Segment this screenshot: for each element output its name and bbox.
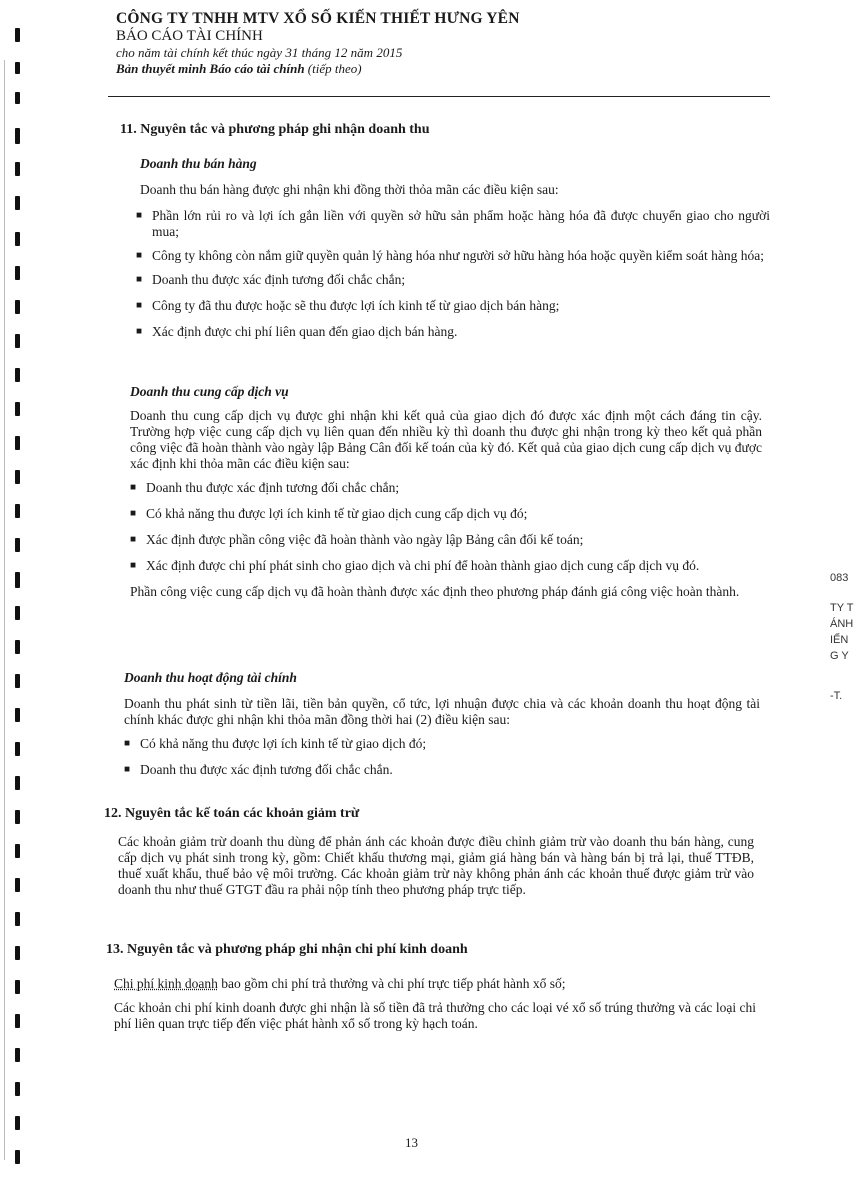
- bullet-icon: ■: [124, 764, 131, 775]
- bullet-icon: ■: [130, 482, 137, 493]
- list-item: ■ Doanh thu được xác định tương đối chắc chắn;: [136, 272, 406, 287]
- company-name: CÔNG TY TNHH MTV XỔ SỐ KIẾN THIẾT HƯNG YÊN: [116, 10, 520, 27]
- report-title: BÁO CÁO TÀI CHÍNH: [116, 28, 263, 44]
- section-11: [120, 122, 770, 138]
- section-11-title: 11. Nguyên tắc và phương pháp ghi nhận doanh thu: [120, 122, 430, 137]
- section-13-title: 13. Nguyên tắc và phương pháp ghi nhận chi phí kinh doanh: [106, 942, 468, 957]
- binding-mark: [15, 196, 20, 210]
- binding-mark: [15, 538, 20, 552]
- binding-mark: [15, 1116, 20, 1130]
- binding-mark: [15, 504, 20, 518]
- list-item: ■ Có khả năng thu được lợi ích kinh tế từ giao dịch cung cấp dịch vụ đó;: [130, 506, 528, 521]
- binding-mark: [15, 1150, 20, 1164]
- binding-mark: [15, 266, 20, 280]
- binding-mark: [15, 1014, 20, 1028]
- section-13-lead: Chi phí kinh doanh: [114, 976, 218, 991]
- binding-mark: [15, 980, 20, 994]
- binding-mark: [15, 742, 20, 756]
- list-item: ■ Xác định được phần công việc đã hoàn thành vào ngày lập Bảng cân đối kế toán;: [130, 532, 584, 547]
- binding-mark: [15, 402, 20, 416]
- binding-mark: [15, 300, 20, 314]
- list-item: ■ Doanh thu được xác định tương đối chắc chắn;: [130, 480, 400, 495]
- edge-fragment: G Y: [830, 650, 849, 662]
- binding-mark: [15, 810, 20, 824]
- binding-mark: [15, 1048, 20, 1062]
- list-item: ■ Công ty đã thu được hoặc sẽ thu được lợi ích kinh tế từ giao dịch bán hàng;: [136, 298, 560, 313]
- bullet-icon: ■: [124, 738, 131, 749]
- list-item: ■ Xác định được chi phí liên quan đến giao dịch bán hàng.: [136, 324, 458, 339]
- binding-line: [4, 60, 5, 1160]
- list-item: ■ Phần lớn rủi ro và lợi ích gắn liền với quyền sở hữu sản phẩm hoặc hàng hóa đã được chuyển giao cho người mua;: [136, 208, 770, 239]
- binding-mark: [15, 878, 20, 892]
- bullet-icon: ■: [136, 250, 143, 261]
- service-revenue-block: [130, 384, 762, 600]
- binding-mark: [15, 436, 20, 450]
- binding-mark: [15, 844, 20, 858]
- sales-revenue-title: Doanh thu bán hàng: [140, 156, 257, 171]
- section-12-body: Các khoản giảm trừ doanh thu dùng để phản ánh các khoản được điều chỉnh giảm trừ vào doanh thu bán hàng, cung cấp dịch vụ phát sinh trong kỳ, gồm: Chiết khấu thương mại, giảm giá hàng bán và hàng bán bị trả lại, thuế TTĐB, thuế xuất khẩu, thuế bảo vệ môi trường. Các khoản giảm trừ này không phản ánh các khoản thuế được giảm trừ vào doanh thu như thuế GTGT đầu ra phải nộp tính theo phương pháp trực tiếp.: [118, 834, 754, 897]
- binding-mark: [15, 28, 20, 42]
- sales-revenue-block: [136, 156, 770, 340]
- document-header: [116, 10, 766, 77]
- binding-mark: [15, 640, 20, 654]
- binding-mark: [15, 368, 20, 382]
- edge-fragment: IẾN: [830, 634, 849, 646]
- header-rule: [108, 96, 770, 97]
- binding-mark: [15, 232, 20, 246]
- section-13-rest: bao gồm chi phí trả thưởng và chi phí trực tiếp phát hành xổ số;: [217, 976, 566, 991]
- section-12: [104, 806, 754, 898]
- notes-title-rest: (tiếp theo): [304, 61, 362, 76]
- section-12-title: 12. Nguyên tắc kế toán các khoản giảm trừ: [104, 806, 360, 821]
- financial-revenue-block: [124, 670, 760, 778]
- edge-fragment: -T.: [830, 690, 843, 702]
- bullet-icon: ■: [136, 274, 143, 285]
- bullet-icon: ■: [130, 534, 137, 545]
- service-revenue-title: Doanh thu cung cấp dịch vụ: [130, 384, 289, 399]
- edge-fragment: ÁNH: [830, 618, 854, 630]
- financial-revenue-intro: Doanh thu phát sinh từ tiền lãi, tiền bản quyền, cổ tức, lợi nhuận được chia và các khoản doanh thu hoạt động tài chính khác được ghi nhận khi thỏa mãn đồng thời hai (2) điều kiện sau:: [124, 696, 760, 727]
- list-item: ■ Có khả năng thu được lợi ích kinh tế từ giao dịch đó;: [124, 736, 427, 751]
- bullet-icon: ■: [136, 210, 143, 221]
- bullet-icon: ■: [130, 508, 137, 519]
- section-13-paragraph-2: Các khoản chi phí kinh doanh được ghi nhận là số tiền đã trả thưởng cho các loại vé xổ số trúng thưởng và các loại chi phí liên quan trực tiếp đến việc phát hành xổ số trong kỳ hạch toán.: [114, 1000, 756, 1031]
- edge-fragment: TY T: [830, 602, 854, 614]
- list-item: ■ Công ty không còn nắm giữ quyền quản lý hàng hóa như người sở hữu hàng hóa hoặc quyền kiểm soát hàng hóa;: [136, 248, 764, 263]
- binding-mark: [15, 92, 20, 104]
- bullet-icon: ■: [130, 560, 137, 571]
- financial-revenue-title: Doanh thu hoạt động tài chính: [124, 670, 297, 685]
- binding-mark: [15, 708, 20, 722]
- binding-mark: [15, 334, 20, 348]
- report-period: cho năm tài chính kết thúc ngày 31 tháng 12 năm 2015: [116, 45, 403, 60]
- notes-title: [116, 61, 766, 77]
- sales-revenue-intro: Doanh thu bán hàng được ghi nhận khi đồng thời thỏa mãn các điều kiện sau:: [140, 182, 559, 197]
- bullet-icon: ■: [136, 300, 143, 311]
- binding-mark: [15, 912, 20, 926]
- page-number: 13: [405, 1135, 418, 1150]
- list-item: ■ Doanh thu được xác định tương đối chắc chắn.: [124, 762, 393, 777]
- binding-mark: [15, 62, 20, 74]
- notes-title-bold: Bản thuyết minh Báo cáo tài chính: [116, 61, 305, 76]
- edge-fragment: 083: [830, 572, 849, 584]
- binding-mark: [15, 128, 20, 144]
- service-revenue-intro: Doanh thu cung cấp dịch vụ được ghi nhận khi kết quả của giao dịch đó được xác định một cách đáng tin cậy. Trường hợp việc cung cấp dịch vụ liên quan đến nhiều kỳ thì doanh thu được ghi nhận trong kỳ theo kết quả phần công việc đã hoàn thành vào ngày lập Bảng Cân đối kế toán của kỳ đó. Kết quả của giao dịch cung cấp dịch vụ được xác định khi thỏa mãn các điều kiện sau:: [130, 408, 762, 471]
- binding-strip: [0, 0, 30, 1200]
- binding-mark: [15, 572, 20, 588]
- binding-mark: [15, 946, 20, 960]
- binding-mark: [15, 606, 20, 620]
- service-revenue-closing: Phần công việc cung cấp dịch vụ đã hoàn thành được xác định theo phương pháp đánh giá công việc hoàn thành.: [130, 584, 740, 599]
- binding-mark: [15, 162, 20, 176]
- section-13-paragraph-1: [114, 976, 756, 992]
- list-item: ■ Xác định được chi phí phát sinh cho giao dịch và chi phí để hoàn thành giao dịch cung cấp dịch vụ đó.: [130, 558, 700, 573]
- binding-mark: [15, 776, 20, 790]
- binding-mark: [15, 1082, 20, 1096]
- bullet-icon: ■: [136, 326, 143, 337]
- binding-mark: [15, 674, 20, 688]
- binding-mark: [15, 470, 20, 484]
- section-13: [106, 942, 756, 1032]
